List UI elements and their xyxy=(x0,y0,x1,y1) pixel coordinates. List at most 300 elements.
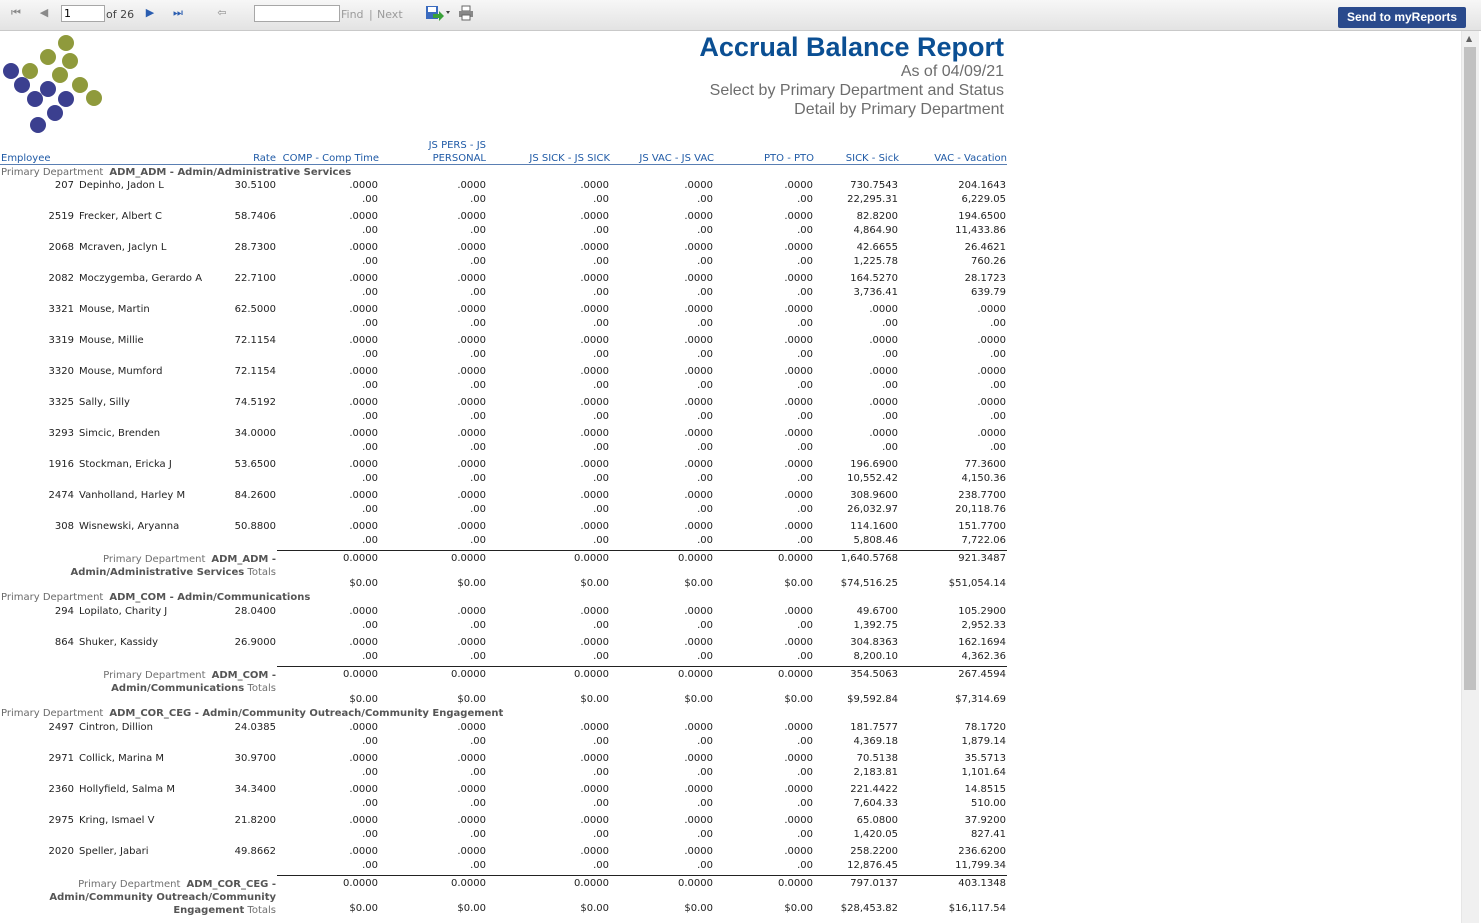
hours-cell: .0000 xyxy=(784,273,813,284)
group-totals-label xyxy=(20,669,276,695)
hours-cell: .0000 xyxy=(580,637,609,648)
hours-cell: .0000 xyxy=(457,397,486,408)
amount-cell: 26,032.97 xyxy=(847,504,898,515)
report-toolbar xyxy=(0,0,1481,31)
total-amount-cell: $0.00 xyxy=(349,578,378,589)
total-amount-cell: $0.00 xyxy=(684,903,713,914)
employee-name: Depinho, Jadon L xyxy=(79,180,164,191)
amount-cell: .00 xyxy=(697,287,713,298)
employee-id: 3320 xyxy=(48,366,74,377)
total-hours-cell: 0.0000 xyxy=(678,669,713,680)
employee-id: 2474 xyxy=(48,490,74,501)
total-amount-cell: $0.00 xyxy=(580,694,609,705)
amount-cell: .00 xyxy=(362,256,378,267)
hours-cell: .0000 xyxy=(457,846,486,857)
amount-cell: .00 xyxy=(362,535,378,546)
hours-cell: .0000 xyxy=(580,722,609,733)
amount-cell: 5,808.46 xyxy=(853,535,898,546)
hours-cell: .0000 xyxy=(457,428,486,439)
amount-cell: .00 xyxy=(593,225,609,236)
amount-cell: .00 xyxy=(470,620,486,631)
employee-name: Mouse, Martin xyxy=(79,304,150,315)
employee-rate: 53.6500 xyxy=(234,459,276,470)
back-to-parent-icon[interactable]: ⇦ xyxy=(217,6,227,19)
employee-name: Lopilato, Charity J xyxy=(79,606,168,617)
hours-cell: .0000 xyxy=(580,815,609,826)
hours-cell: .0000 xyxy=(349,242,378,253)
amount-cell: .00 xyxy=(797,411,813,422)
hours-cell: .0000 xyxy=(580,397,609,408)
hours-cell: .0000 xyxy=(349,397,378,408)
column-header-jspers xyxy=(386,139,486,165)
amount-cell: 6,229.05 xyxy=(961,194,1006,205)
amount-cell: 1,225.78 xyxy=(853,256,898,267)
totals-prefix: Primary Department xyxy=(103,670,206,681)
totals-suffix: Totals xyxy=(247,905,276,916)
employee-id: 2068 xyxy=(48,242,74,253)
hours-cell: 194.6500 xyxy=(958,211,1006,222)
employee-id: 308 xyxy=(54,521,74,532)
hours-cell: .0000 xyxy=(580,335,609,346)
hours-cell: .0000 xyxy=(457,180,486,191)
page-count-label: of 26 xyxy=(106,8,135,21)
hours-cell: .0000 xyxy=(349,211,378,222)
amount-cell: .00 xyxy=(362,442,378,453)
totals-prefix: Primary Department xyxy=(78,879,181,890)
hours-cell: .0000 xyxy=(684,242,713,253)
hours-cell: .0000 xyxy=(457,753,486,764)
hours-cell: 164.5270 xyxy=(850,273,898,284)
hours-cell: .0000 xyxy=(784,753,813,764)
employee-id: 294 xyxy=(54,606,74,617)
amount-cell: .00 xyxy=(593,504,609,515)
hours-cell: .0000 xyxy=(869,304,898,315)
vertical-scrollbar[interactable] xyxy=(1461,31,1479,923)
amount-cell: .00 xyxy=(470,829,486,840)
amount-cell: 11,799.34 xyxy=(955,860,1006,871)
total-hours-cell: 0.0000 xyxy=(778,878,813,889)
employee-id: 2082 xyxy=(48,273,74,284)
amount-cell: .00 xyxy=(593,798,609,809)
next-page-icon[interactable]: ▶ xyxy=(145,6,155,19)
detail-criteria: Detail by Primary Department xyxy=(794,101,1004,118)
hours-cell: .0000 xyxy=(349,366,378,377)
total-amount-cell: $28,453.82 xyxy=(840,903,898,914)
amount-cell: .00 xyxy=(362,411,378,422)
group-header xyxy=(1,708,503,719)
hours-cell: 70.5138 xyxy=(856,753,898,764)
hours-cell: .0000 xyxy=(457,490,486,501)
hours-cell: .0000 xyxy=(784,428,813,439)
hours-cell: .0000 xyxy=(977,428,1006,439)
amount-cell: .00 xyxy=(797,194,813,205)
employee-name: Cintron, Dillion xyxy=(79,722,153,733)
amount-cell: .00 xyxy=(362,651,378,662)
employee-id: 3325 xyxy=(48,397,74,408)
total-hours-cell: 0.0000 xyxy=(574,669,609,680)
amount-cell: .00 xyxy=(990,349,1006,360)
print-icon[interactable] xyxy=(458,5,474,21)
scroll-up-icon[interactable]: ▲ xyxy=(1466,34,1473,43)
total-amount-cell: $7,314.69 xyxy=(955,694,1006,705)
amount-cell: .00 xyxy=(797,620,813,631)
hours-cell: .0000 xyxy=(349,846,378,857)
amount-cell: 4,362.36 xyxy=(961,651,1006,662)
hours-cell: .0000 xyxy=(457,606,486,617)
totals-code: ADM_COR_CEG - xyxy=(186,879,276,890)
header-divider xyxy=(0,164,1007,165)
send-to-myreports-button[interactable]: Send to myReports xyxy=(1338,7,1466,28)
hours-cell: .0000 xyxy=(349,180,378,191)
total-amount-cell: $0.00 xyxy=(684,694,713,705)
amount-cell: .00 xyxy=(697,829,713,840)
hours-cell: .0000 xyxy=(457,637,486,648)
column-header-vac: VAC - Vacation xyxy=(934,153,1007,164)
amount-cell: .00 xyxy=(882,349,898,360)
amount-cell: .00 xyxy=(362,225,378,236)
amount-cell: .00 xyxy=(362,287,378,298)
total-amount-cell: $0.00 xyxy=(784,578,813,589)
group-header xyxy=(1,167,351,178)
amount-cell: .00 xyxy=(362,380,378,391)
amount-cell: .00 xyxy=(362,798,378,809)
employee-id: 2497 xyxy=(48,722,74,733)
amount-cell: .00 xyxy=(797,504,813,515)
first-page-icon[interactable]: ⏮ xyxy=(11,6,21,19)
total-amount-cell: $74,516.25 xyxy=(840,578,898,589)
amount-cell: .00 xyxy=(470,473,486,484)
employee-name: Wisnewski, Aryanna xyxy=(79,521,180,532)
previous-page-icon[interactable]: ◀ xyxy=(39,6,49,19)
hours-cell: .0000 xyxy=(784,846,813,857)
employee-id: 3321 xyxy=(48,304,74,315)
selection-criteria: Select by Primary Department and Status xyxy=(709,82,1004,99)
hours-cell: .0000 xyxy=(784,180,813,191)
employee-id: 2020 xyxy=(48,846,74,857)
amount-cell: .00 xyxy=(990,380,1006,391)
employee-rate: 84.2600 xyxy=(234,490,276,501)
amount-cell: .00 xyxy=(470,287,486,298)
amount-cell: .00 xyxy=(470,380,486,391)
hours-cell: .0000 xyxy=(349,815,378,826)
amount-cell: .00 xyxy=(593,860,609,871)
amount-cell: .00 xyxy=(882,411,898,422)
amount-cell: .00 xyxy=(697,798,713,809)
amount-cell: .00 xyxy=(797,442,813,453)
hours-cell: .0000 xyxy=(580,273,609,284)
hours-cell: 49.6700 xyxy=(856,606,898,617)
total-amount-cell: $0.00 xyxy=(684,578,713,589)
column-header-rate: Rate xyxy=(253,153,276,164)
hours-cell: 78.1720 xyxy=(964,722,1006,733)
amount-cell: .00 xyxy=(697,256,713,267)
group-totals-label xyxy=(20,553,276,579)
group-code-name: ADM_COM - Admin/Communications xyxy=(109,592,311,603)
total-hours-cell: 0.0000 xyxy=(343,553,378,564)
total-hours-cell: 0.0000 xyxy=(451,878,486,889)
amount-cell: .00 xyxy=(593,442,609,453)
hours-cell: .0000 xyxy=(784,459,813,470)
hours-cell: .0000 xyxy=(684,459,713,470)
hours-cell: .0000 xyxy=(580,490,609,501)
totals-name: Admin/Community Outreach/Community xyxy=(49,892,276,903)
total-hours-cell: 0.0000 xyxy=(574,553,609,564)
amount-cell: .00 xyxy=(797,535,813,546)
amount-cell: .00 xyxy=(470,504,486,515)
amount-cell: .00 xyxy=(990,442,1006,453)
amount-cell: 7,604.33 xyxy=(853,798,898,809)
totals-name: Engagement xyxy=(173,905,245,916)
hours-cell: 14.8515 xyxy=(964,784,1006,795)
total-hours-cell: 354.5063 xyxy=(850,669,898,680)
amount-cell: 1,879.14 xyxy=(961,736,1006,747)
hours-cell: .0000 xyxy=(457,366,486,377)
hours-cell: .0000 xyxy=(580,428,609,439)
hours-cell: .0000 xyxy=(457,242,486,253)
amount-cell: .00 xyxy=(470,256,486,267)
column-header-jsvac: JS VAC - JS VAC xyxy=(639,153,714,164)
hours-cell: .0000 xyxy=(869,335,898,346)
hours-cell: .0000 xyxy=(349,606,378,617)
amount-cell: .00 xyxy=(697,535,713,546)
amount-cell: 4,150.36 xyxy=(961,473,1006,484)
total-hours-cell: 403.1348 xyxy=(958,878,1006,889)
group-code-name: ADM_ADM - Admin/Administrative Services xyxy=(109,167,352,178)
hours-cell: .0000 xyxy=(784,397,813,408)
total-amount-cell: $9,592.84 xyxy=(847,694,898,705)
employee-rate: 34.3400 xyxy=(234,784,276,795)
total-amount-cell: $0.00 xyxy=(349,694,378,705)
hours-cell: .0000 xyxy=(784,722,813,733)
amount-cell: .00 xyxy=(470,225,486,236)
hours-cell: 77.3600 xyxy=(964,459,1006,470)
amount-cell: .00 xyxy=(362,736,378,747)
total-hours-cell: 0.0000 xyxy=(451,669,486,680)
employee-name: Collick, Marina M xyxy=(79,753,164,764)
hours-cell: 196.6900 xyxy=(850,459,898,470)
hours-cell: .0000 xyxy=(349,273,378,284)
employee-name: Kring, Ismael V xyxy=(79,815,155,826)
amount-cell: .00 xyxy=(990,411,1006,422)
amount-cell: .00 xyxy=(797,318,813,329)
hours-cell: .0000 xyxy=(457,521,486,532)
amount-cell: .00 xyxy=(470,349,486,360)
hours-cell: 151.7700 xyxy=(958,521,1006,532)
employee-rate: 22.7100 xyxy=(234,273,276,284)
hours-cell: .0000 xyxy=(684,637,713,648)
total-amount-cell: $0.00 xyxy=(784,903,813,914)
hours-cell: .0000 xyxy=(784,490,813,501)
hours-cell: .0000 xyxy=(869,397,898,408)
totals-suffix: Totals xyxy=(247,683,276,694)
amount-cell: .00 xyxy=(697,225,713,236)
totals-label-line xyxy=(20,553,276,566)
amount-cell: 22,295.31 xyxy=(847,194,898,205)
amount-cell: .00 xyxy=(697,349,713,360)
group-totals-label xyxy=(20,878,276,917)
totals-name: Admin/Administrative Services xyxy=(70,567,245,578)
hours-cell: .0000 xyxy=(580,753,609,764)
column-header-employee: Employee xyxy=(1,153,51,164)
hours-cell: .0000 xyxy=(349,784,378,795)
totals-name-line xyxy=(20,904,276,917)
employee-rate: 34.0000 xyxy=(234,428,276,439)
total-amount-cell: $0.00 xyxy=(349,903,378,914)
amount-cell: 760.26 xyxy=(971,256,1006,267)
total-hours-cell: 797.0137 xyxy=(850,878,898,889)
employee-rate: 28.0400 xyxy=(234,606,276,617)
hours-cell: .0000 xyxy=(784,784,813,795)
amount-cell: .00 xyxy=(697,442,713,453)
amount-cell: .00 xyxy=(697,767,713,778)
amount-cell: .00 xyxy=(470,318,486,329)
hours-cell: 42.6655 xyxy=(856,242,898,253)
hours-cell: .0000 xyxy=(684,397,713,408)
hours-cell: .0000 xyxy=(784,366,813,377)
total-hours-cell: 0.0000 xyxy=(343,878,378,889)
hours-cell: .0000 xyxy=(977,304,1006,315)
hours-cell: 35.5713 xyxy=(964,753,1006,764)
next-link[interactable]: Next xyxy=(377,8,403,21)
amount-cell: .00 xyxy=(362,318,378,329)
hours-cell: .0000 xyxy=(580,180,609,191)
totals-suffix: Totals xyxy=(247,567,276,578)
hours-cell: .0000 xyxy=(784,637,813,648)
employee-rate: 30.5100 xyxy=(234,180,276,191)
amount-cell: .00 xyxy=(593,194,609,205)
employee-rate: 58.7406 xyxy=(234,211,276,222)
hours-cell: .0000 xyxy=(457,304,486,315)
total-hours-cell: 0.0000 xyxy=(778,669,813,680)
amount-cell: .00 xyxy=(362,473,378,484)
amount-cell: .00 xyxy=(697,736,713,747)
hours-cell: .0000 xyxy=(684,521,713,532)
amount-cell: .00 xyxy=(797,256,813,267)
hours-cell: 304.8363 xyxy=(850,637,898,648)
employee-id: 3319 xyxy=(48,335,74,346)
hours-cell: .0000 xyxy=(580,521,609,532)
employee-rate: 28.7300 xyxy=(234,242,276,253)
hours-cell: 28.1723 xyxy=(964,273,1006,284)
employee-name: Moczygemba, Gerardo A xyxy=(79,273,203,284)
hours-cell: .0000 xyxy=(684,273,713,284)
hours-cell: .0000 xyxy=(684,784,713,795)
hours-cell: .0000 xyxy=(784,304,813,315)
amount-cell: .00 xyxy=(882,318,898,329)
totals-code: ADM_ADM - xyxy=(211,554,276,565)
hours-cell: .0000 xyxy=(349,335,378,346)
amount-cell: .00 xyxy=(797,287,813,298)
total-amount-cell: $0.00 xyxy=(457,578,486,589)
total-amount-cell: $0.00 xyxy=(580,578,609,589)
export-icon[interactable] xyxy=(425,5,451,21)
amount-cell: .00 xyxy=(797,380,813,391)
amount-cell: .00 xyxy=(362,194,378,205)
hours-cell: 114.1600 xyxy=(850,521,898,532)
hours-cell: .0000 xyxy=(977,366,1006,377)
amount-cell: .00 xyxy=(470,767,486,778)
amount-cell: .00 xyxy=(593,256,609,267)
page-number-input[interactable] xyxy=(61,5,105,22)
hours-cell: .0000 xyxy=(869,366,898,377)
employee-rate: 72.1154 xyxy=(234,335,276,346)
amount-cell: .00 xyxy=(797,225,813,236)
employee-rate: 26.9000 xyxy=(234,637,276,648)
hours-cell: .0000 xyxy=(457,273,486,284)
employee-id: 2975 xyxy=(48,815,74,826)
total-hours-cell: 0.0000 xyxy=(678,878,713,889)
report-title: Accrual Balance Report xyxy=(699,32,1004,62)
hours-cell: .0000 xyxy=(784,335,813,346)
report-page xyxy=(0,31,1460,923)
totals-rule xyxy=(277,666,1007,667)
total-hours-cell: 0.0000 xyxy=(778,553,813,564)
amount-cell: .00 xyxy=(362,767,378,778)
amount-cell: .00 xyxy=(362,860,378,871)
amount-cell: 7,722.06 xyxy=(961,535,1006,546)
employee-name: Frecker, Albert C xyxy=(79,211,162,222)
hours-cell: .0000 xyxy=(349,490,378,501)
hours-cell: .0000 xyxy=(784,211,813,222)
amount-cell: .00 xyxy=(593,829,609,840)
hours-cell: .0000 xyxy=(684,335,713,346)
amount-cell: .00 xyxy=(362,620,378,631)
hours-cell: .0000 xyxy=(580,459,609,470)
hours-cell: .0000 xyxy=(580,211,609,222)
amount-cell: .00 xyxy=(797,349,813,360)
amount-cell: .00 xyxy=(593,318,609,329)
totals-name-line xyxy=(20,566,276,579)
find-input[interactable] xyxy=(254,5,340,22)
employee-name: Stockman, Ericka J xyxy=(79,459,172,470)
total-hours-cell: 0.0000 xyxy=(343,669,378,680)
amount-cell: 12,876.45 xyxy=(847,860,898,871)
total-amount-cell: $16,117.54 xyxy=(948,903,1006,914)
amount-cell: .00 xyxy=(797,473,813,484)
hours-cell: 65.0800 xyxy=(856,815,898,826)
hours-cell: 204.1643 xyxy=(958,180,1006,191)
total-hours-cell: 0.0000 xyxy=(451,553,486,564)
totals-name-line xyxy=(20,891,276,904)
amount-cell: .00 xyxy=(593,620,609,631)
employee-id: 1916 xyxy=(48,459,74,470)
amount-cell: .00 xyxy=(797,798,813,809)
hours-cell: .0000 xyxy=(684,815,713,826)
total-hours-cell: 921.3487 xyxy=(958,553,1006,564)
last-page-icon[interactable]: ⏭ xyxy=(173,6,183,19)
amount-cell: 510.00 xyxy=(971,798,1006,809)
amount-cell: .00 xyxy=(593,736,609,747)
amount-cell: .00 xyxy=(882,380,898,391)
hours-cell: .0000 xyxy=(349,304,378,315)
total-amount-cell: $0.00 xyxy=(784,694,813,705)
total-amount-cell: $0.00 xyxy=(457,694,486,705)
employee-rate: 24.0385 xyxy=(234,722,276,733)
amount-cell: .00 xyxy=(697,194,713,205)
amount-cell: .00 xyxy=(362,349,378,360)
hours-cell: .0000 xyxy=(349,428,378,439)
employee-name: Vanholland, Harley M xyxy=(79,490,186,501)
total-amount-cell: $0.00 xyxy=(580,903,609,914)
amount-cell: .00 xyxy=(470,535,486,546)
amount-cell: 11,433.86 xyxy=(955,225,1006,236)
hours-cell: .0000 xyxy=(457,335,486,346)
amount-cell: .00 xyxy=(697,473,713,484)
totals-code: ADM_COM - xyxy=(211,670,276,681)
scrollbar-thumb[interactable] xyxy=(1464,47,1476,690)
column-header-sick: SICK - Sick xyxy=(845,153,899,164)
find-link[interactable]: Find xyxy=(341,8,364,21)
